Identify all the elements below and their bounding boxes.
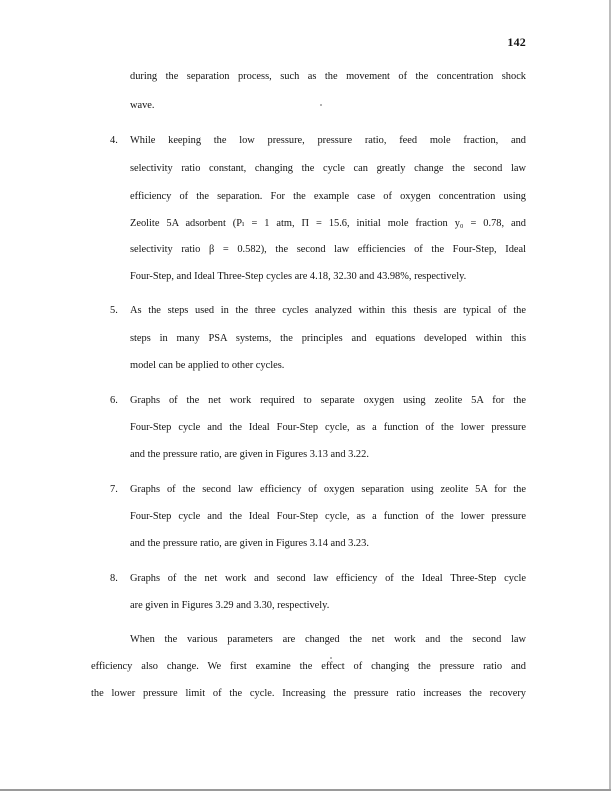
list-item-line: Graphs of the second law efficiency of oxygen separation using zeolite 5A for the: [130, 484, 526, 495]
list-item-number: 5.: [110, 305, 118, 316]
list-item-line: efficiency of the separation. For the example case of oxygen concentration using: [130, 191, 526, 202]
list-item-number: 7.: [110, 484, 118, 495]
list-item-line: steps in many PSA systems, the principles and equations developed within this: [130, 333, 526, 344]
list-item-line: Four-Step cycle and the Ideal Four-Step cycle, as a function of the lower pressure: [130, 511, 526, 522]
list-item-line: While keeping the low pressure, pressure ratio, feed mole fraction, and: [130, 135, 526, 146]
list-item-line: Four-Step, and Ideal Three-Step cycles are 4.18, 32.30 and 43.98%, respectively.: [130, 271, 467, 282]
page-number: 142: [507, 35, 526, 49]
list-item-number: 8.: [110, 573, 118, 584]
list-item-line: selectivity ratio constant, changing the cycle can greatly change the second law: [130, 163, 526, 174]
scan-speck: [330, 657, 332, 659]
list-item-line: Graphs of the net work required to separate oxygen using zeolite 5A for the: [130, 395, 526, 406]
paragraph-line: the lower pressure limit of the cycle. Increasing the pressure ratio increases the recovery: [91, 688, 526, 699]
list-item-line: Zeolite 5A adsorbent (Pₗ = 1 atm, Π = 15.6, initial mole fraction y₀ = 0.78, and: [130, 218, 526, 229]
list-item-line: and the pressure ratio, are given in Figures 3.13 and 3.22.: [130, 449, 369, 460]
paragraph-line: efficiency also change. We first examine the effect of changing the pressure ratio and: [91, 661, 526, 672]
list-item-line: selectivity ratio β = 0.582), the second law efficiencies of the Four-Step, Ideal: [130, 244, 526, 255]
list-item-line: Graphs of the net work and second law efficiency of the Ideal Three-Step cycle: [130, 573, 526, 584]
list-item-line: and the pressure ratio, are given in Figures 3.14 and 3.23.: [130, 538, 369, 549]
paragraph-line: When the various parameters are changed the net work and the second law: [130, 634, 526, 645]
list-item-line: Four-Step cycle and the Ideal Four-Step cycle, as a function of the lower pressure: [130, 422, 526, 433]
list-item-number: 6.: [110, 395, 118, 406]
intro-line: during the separation process, such as the movement of the concentration shock: [130, 71, 526, 82]
list-item-line: are given in Figures 3.29 and 3.30, respectively.: [130, 600, 330, 611]
scan-speck: [320, 104, 322, 106]
intro-line: wave.: [130, 100, 155, 111]
list-item-line: model can be applied to other cycles.: [130, 360, 285, 371]
list-item-number: 4.: [110, 135, 118, 146]
list-item-line: As the steps used in the three cycles analyzed within this thesis are typical of the: [130, 305, 526, 316]
